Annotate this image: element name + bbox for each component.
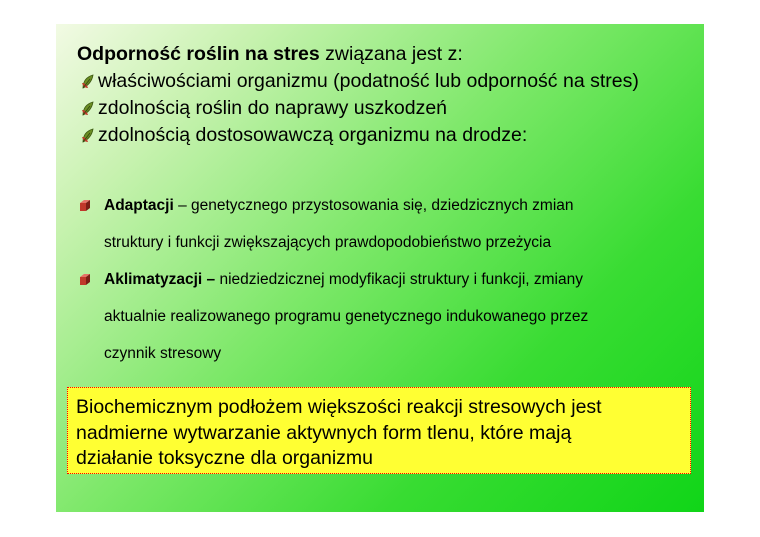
acclimatization-definition: niedziedzicznej modyfikacji struktury i funkcji, zmiany [215,270,583,288]
acclimatization-line-1 [79,261,694,298]
intro-bullet-2 [77,95,700,122]
intro-bullet-3 [77,122,700,149]
adaptation-term: Adaptacji [104,196,174,214]
leaf-bullet-icon [81,128,94,143]
adaptation-definition: – genetycznego przystosowania się, dziedzicznych zmian [173,196,574,214]
intro-section [77,41,700,149]
intro-bullet-text: właściwościami organizmu (podatność lub odporność na stres) [98,70,639,92]
heading-bold: Odporność roślin na stres [77,43,320,65]
acclimatization-line-3: czynnik stresowy [104,344,222,362]
adaptation-line-2: struktury i funkcji zwiększających prawdopodobieństwo przeżycia [104,233,552,251]
red-cube-bullet-icon [79,200,91,212]
acclimatization-term: Aklimatyzacji – [104,270,216,288]
acclimatization-line-2: aktualnie realizowanego programu genetycznego indukowanego przez [104,307,589,325]
heading-rest: związana jest z: [319,43,463,65]
callout-line-1: Biochemicznym podłożem większości reakcji stresowych jest [76,396,602,418]
callout-line-2: nadmierne wytwarzanie aktywnych form tlenu, które mają [76,421,572,444]
intro-bullet-text: zdolnością dostosowawczą organizmu na drodze: [98,124,528,146]
intro-bullet-text: zdolnością roślin do naprawy uszkodzeń [98,97,448,119]
intro-heading [77,41,700,68]
callout-box [67,387,691,474]
points-section [79,187,694,372]
callout-line-3: działanie toksyczne dla organizmu [76,447,373,469]
adaptation-line-1 [79,187,694,224]
intro-bullet-1 [77,68,700,95]
red-cube-bullet-icon [79,274,91,286]
leaf-bullet-icon [81,74,94,89]
leaf-bullet-icon [81,101,94,116]
slide [56,24,704,512]
